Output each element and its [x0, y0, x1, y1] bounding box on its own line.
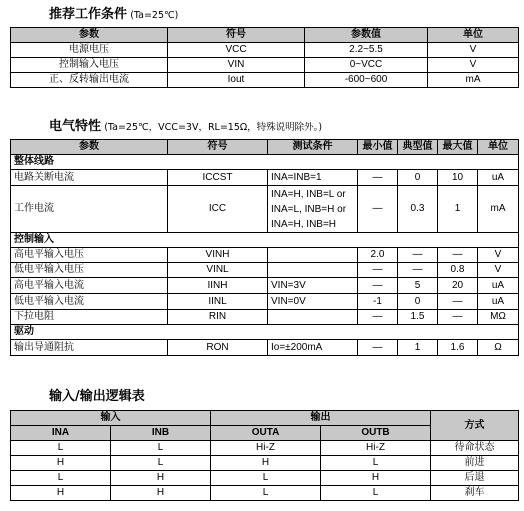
header-cell: 参数值 — [305, 28, 428, 43]
cell: 低电平输入电压 — [11, 263, 168, 278]
cell: RIN — [168, 310, 268, 325]
header-cell: INB — [111, 426, 211, 441]
cell: 0.8 — [438, 263, 478, 278]
group-row — [11, 233, 519, 248]
cell: 2.0 — [358, 248, 398, 263]
cell: Iout — [168, 73, 305, 88]
group-row — [11, 325, 519, 340]
header-cell: INA — [11, 426, 111, 441]
header-cell: OUTA — [211, 426, 321, 441]
cell: ICC — [168, 186, 268, 233]
header-cell: 符号 — [168, 28, 305, 43]
section2-title: 电气特性 — [49, 119, 102, 134]
cell: — — [358, 170, 398, 186]
cell: L — [321, 486, 431, 501]
header-cell: 最小值 — [358, 140, 398, 155]
table-row — [11, 263, 519, 278]
cell: 低电平输入电流 — [11, 294, 168, 310]
cell — [268, 310, 358, 325]
table-row — [11, 310, 519, 325]
cell — [268, 263, 358, 278]
header-cell: 测试条件 — [268, 140, 358, 155]
cell: — — [398, 263, 438, 278]
header-cell-input: 输入 — [11, 411, 211, 426]
cell: L — [111, 456, 211, 471]
cell: L — [11, 441, 111, 456]
cell: — — [438, 248, 478, 263]
cell — [268, 248, 358, 263]
header-cell: 符号 — [168, 140, 268, 155]
header-cell: 参数 — [11, 28, 168, 43]
electrical-characteristics-table — [10, 139, 519, 356]
table-row — [11, 486, 519, 501]
group-label: 驱动 — [11, 325, 519, 340]
cell: Hi-Z — [211, 441, 321, 456]
cell: 工作电流 — [11, 186, 168, 233]
cell: Hi-Z — [321, 441, 431, 456]
section3-title: 输入/输出逻辑表 — [49, 389, 145, 404]
cell: L — [211, 471, 321, 486]
table-row — [11, 278, 519, 294]
cell: 高电平输入电压 — [11, 248, 168, 263]
table-row — [11, 471, 519, 486]
recommended-conditions-table — [10, 27, 519, 88]
cell: 电路关断电流 — [11, 170, 168, 186]
header-cell-output: 输出 — [211, 411, 431, 426]
cell: H — [111, 471, 211, 486]
cell: 0 — [398, 170, 438, 186]
cell: mA — [428, 73, 519, 88]
header-cell: 单位 — [478, 140, 519, 155]
cell: 1 — [398, 340, 438, 356]
cell: 待命状态 — [431, 441, 519, 456]
group-label: 整体线路 — [11, 155, 519, 170]
table-row — [11, 294, 519, 310]
logic-truth-table — [10, 410, 519, 501]
table-row — [11, 248, 519, 263]
cell: H — [321, 471, 431, 486]
cell: — — [358, 263, 398, 278]
cell: H — [211, 456, 321, 471]
table-row — [11, 340, 519, 356]
cell: uA — [478, 278, 519, 294]
table-group-header-row — [11, 411, 519, 426]
cell: VCC — [168, 43, 305, 58]
cell: uA — [478, 170, 519, 186]
table-row — [11, 456, 519, 471]
cell: H — [11, 486, 111, 501]
cell: V — [428, 43, 519, 58]
cell: INA=H, INB=L or INA=L, INB=H or INA=H, INB=H — [268, 186, 358, 233]
cell: 5 — [398, 278, 438, 294]
section3-title-block — [49, 385, 145, 404]
cell: 0 — [398, 294, 438, 310]
cell: 控制输入电压 — [11, 58, 168, 73]
cell: 20 — [438, 278, 478, 294]
cell: VIN — [168, 58, 305, 73]
section1-conditions: (Ta=25℃) — [130, 10, 179, 21]
cell: — — [358, 186, 398, 233]
cell: IINH — [168, 278, 268, 294]
cell: mA — [478, 186, 519, 233]
cell: 正、反转输出电流 — [11, 73, 168, 88]
cell: -600~600 — [305, 73, 428, 88]
cell: H — [11, 456, 111, 471]
cell: L — [111, 441, 211, 456]
header-cell: 单位 — [428, 28, 519, 43]
header-cell: OUTB — [321, 426, 431, 441]
cell: VINL — [168, 263, 268, 278]
table-header-row — [11, 28, 519, 43]
section2-conditions: (Ta=25℃，VCC=3V，RL=15Ω，特殊说明除外。) — [104, 122, 323, 133]
section1-title-block — [49, 3, 178, 22]
cell: L — [211, 486, 321, 501]
cell: 输出导通阻抗 — [11, 340, 168, 356]
cell: 电源电压 — [11, 43, 168, 58]
cell: 0~VCC — [305, 58, 428, 73]
group-row — [11, 155, 519, 170]
header-cell: 典型值 — [398, 140, 438, 155]
table-header-row — [11, 140, 519, 155]
table-row — [11, 58, 519, 73]
cell: 前进 — [431, 456, 519, 471]
table-row — [11, 170, 519, 186]
table-row — [11, 186, 519, 233]
cell: — — [398, 248, 438, 263]
cell: 2.2~5.5 — [305, 43, 428, 58]
cell: — — [358, 340, 398, 356]
section1-title: 推荐工作条件 — [49, 7, 128, 22]
header-cell: 参数 — [11, 140, 168, 155]
cell: — — [438, 310, 478, 325]
cell: V — [478, 248, 519, 263]
cell: VINH — [168, 248, 268, 263]
cell: MΩ — [478, 310, 519, 325]
cell: — — [358, 278, 398, 294]
cell: 1 — [438, 186, 478, 233]
cell: ICCST — [168, 170, 268, 186]
cell: IINL — [168, 294, 268, 310]
cell: 0.3 — [398, 186, 438, 233]
cell: uA — [478, 294, 519, 310]
cell: 后退 — [431, 471, 519, 486]
cell: 刹车 — [431, 486, 519, 501]
table-row — [11, 441, 519, 456]
table-row — [11, 43, 519, 58]
cell: 高电平输入电流 — [11, 278, 168, 294]
cell: 下拉电阻 — [11, 310, 168, 325]
group-label: 控制输入 — [11, 233, 519, 248]
cell: L — [11, 471, 111, 486]
cell: -1 — [358, 294, 398, 310]
section2-title-block — [49, 115, 322, 134]
cell: 1.5 — [398, 310, 438, 325]
cell: 1.6 — [438, 340, 478, 356]
cell: — — [438, 294, 478, 310]
table-row — [11, 73, 519, 88]
cell: H — [111, 486, 211, 501]
cell: Io=±200mA — [268, 340, 358, 356]
cell: Ω — [478, 340, 519, 356]
cell: V — [428, 58, 519, 73]
cell: 10 — [438, 170, 478, 186]
cell: INA=INB=1 — [268, 170, 358, 186]
header-cell: 最大值 — [438, 140, 478, 155]
cell: V — [478, 263, 519, 278]
cell: RON — [168, 340, 268, 356]
header-cell-mode: 方式 — [431, 411, 519, 441]
cell: L — [321, 456, 431, 471]
cell: VIN=0V — [268, 294, 358, 310]
cell: — — [358, 310, 398, 325]
cell: VIN=3V — [268, 278, 358, 294]
